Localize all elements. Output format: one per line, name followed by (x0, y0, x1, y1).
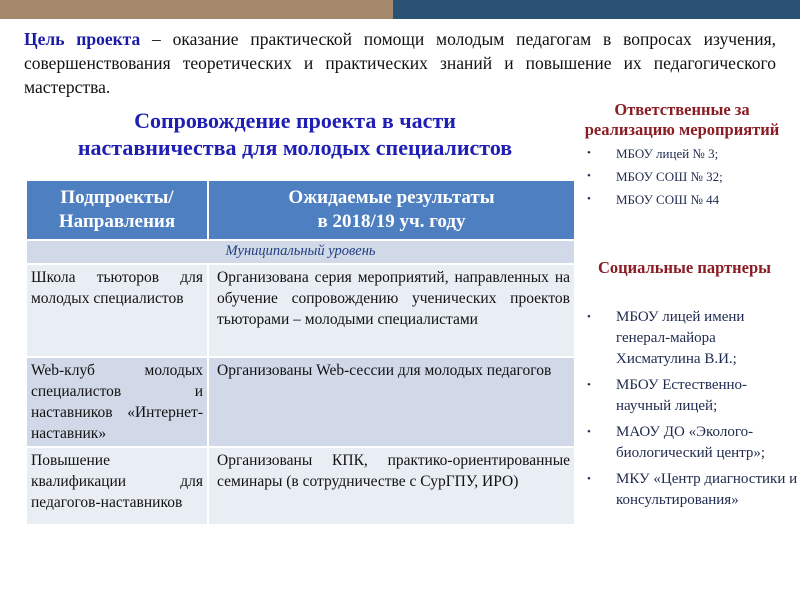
bullet-icon: • (587, 379, 591, 391)
result-cell: Организованы КПК, практико-ориентированные семинары (в сотрудничестве с СурГПУ, ИРО) (208, 447, 574, 524)
table-row (27, 357, 574, 447)
header-bar-blue-segment (393, 0, 800, 19)
bullet-icon: • (587, 311, 591, 323)
bullet-icon: • (587, 170, 591, 182)
right-panel (582, 100, 800, 508)
bullet-icon: • (587, 426, 591, 438)
responsible-item: МБОУ СОШ № 32; (616, 169, 723, 184)
responsible-item: МБОУ лицей № 3; (616, 146, 719, 161)
list-item (582, 469, 800, 511)
partner-item: МАОУ ДО «Эколого-биологический центр»; (616, 424, 766, 461)
responsible-title: Ответственные за реализацию мероприятий (584, 100, 780, 139)
mentoring-table (27, 181, 574, 524)
partners-list (582, 307, 800, 516)
list-item (582, 142, 800, 165)
direction-cell: Web-клуб молодых специалистов и наставников «Интернет-наставник» (27, 357, 208, 447)
table-row (27, 447, 574, 524)
header-decoration-bar (0, 0, 800, 19)
responsible-list (582, 142, 800, 211)
result-cell: Организованы Web-сессии для молодых педагогов (208, 357, 574, 447)
header-directions-line-1: Подпроекты/ (60, 187, 174, 208)
partner-item: МКУ «Центр диагностики и консультирования» (616, 471, 798, 508)
header-directions (27, 181, 208, 240)
project-goal-label: Цель проекта (24, 29, 141, 49)
direction-cell: Повышение квалификации для педагогов-наставников (27, 447, 208, 524)
partner-item: МБОУ лицей имени генерал-майора Хисматулина В.И.; (616, 309, 745, 367)
header-bar-tan-segment (0, 0, 393, 19)
table-header-row (27, 181, 574, 240)
level-row (27, 240, 574, 264)
project-goal-text: – оказание практической помощи молодым педагогам в вопросах изучения, совершенствования теоретических и практических знаний и повышение их педагогического мастерства. (24, 29, 776, 97)
bullet-icon: • (587, 193, 591, 205)
header-directions-line-2: Направления (58, 211, 176, 232)
section-title (30, 107, 560, 161)
table-row (27, 264, 574, 357)
direction-cell: Школа тьюторов для молодых специалистов (27, 264, 208, 357)
list-item (582, 188, 800, 211)
bullet-icon: • (587, 473, 591, 485)
section-title-line-1: Сопровождение проекта в части (134, 108, 456, 133)
list-item (582, 307, 800, 370)
responsible-item: МБОУ СОШ № 44 (616, 192, 720, 207)
partners-title: Социальные партнеры (597, 258, 772, 277)
municipal-level-label: Муниципальный уровень (27, 240, 574, 264)
bullet-icon: • (587, 147, 591, 159)
list-item (582, 375, 800, 417)
header-results-line-1: Ожидаемые результаты (288, 187, 495, 208)
list-item (582, 165, 800, 188)
header-expected-results (208, 181, 574, 240)
list-item (582, 422, 800, 464)
section-title-line-2: наставничества для молодых специалистов (77, 135, 513, 160)
header-results-line-2: в 2018/19 уч. году (317, 211, 466, 232)
partner-item: МБОУ Естественно-научный лицей; (616, 377, 748, 414)
result-cell: Организована серия мероприятий, направленных на обучение сопровождению ученических проектов тьюторами – молодыми специалистами (208, 264, 574, 357)
project-goal-paragraph (24, 27, 776, 99)
